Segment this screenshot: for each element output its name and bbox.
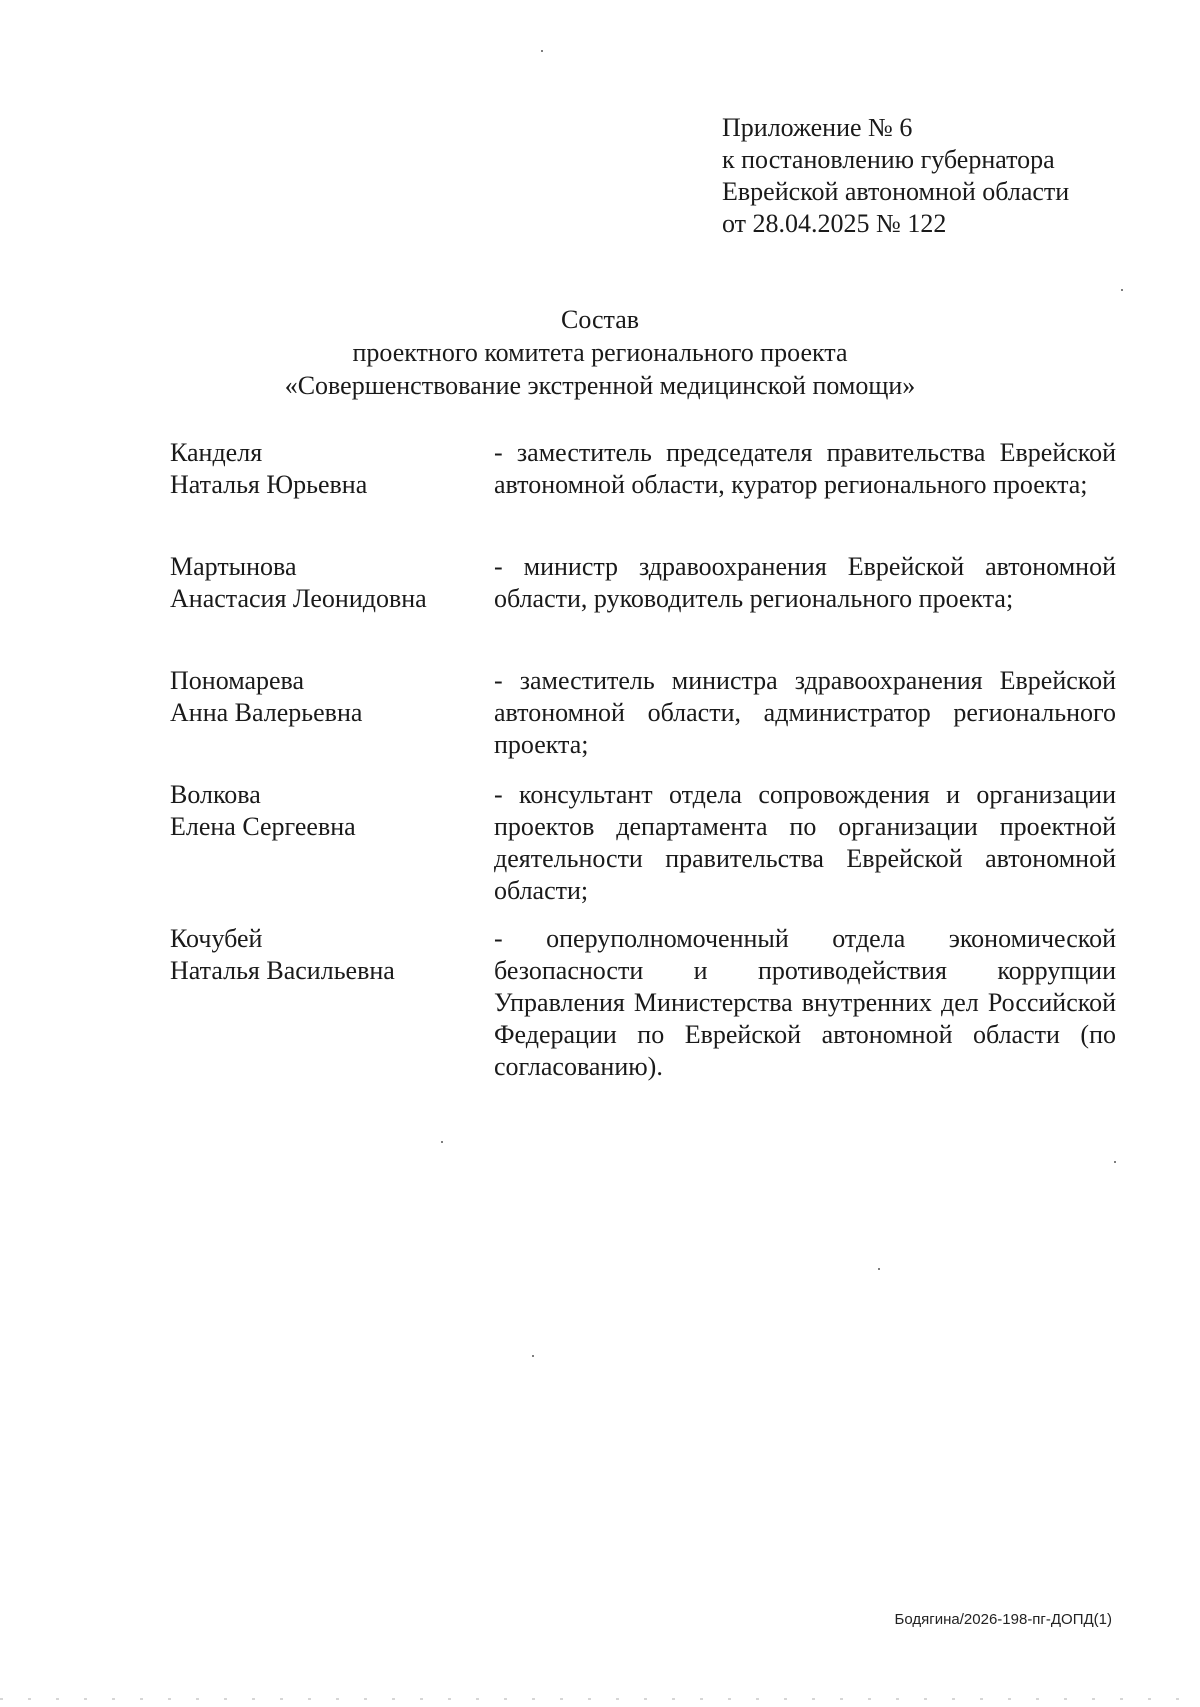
member-given-name: Наталья Юрьевна [170, 470, 368, 499]
member-surname: Мартынова [170, 552, 297, 581]
scan-edge-noise [0, 1698, 1200, 1700]
member-given-name: Анна Валерьевна [170, 698, 363, 727]
member-name [170, 437, 470, 501]
appendix-date: от 28.04.2025 № 122 [722, 209, 947, 238]
appendix-number: Приложение № 6 [722, 113, 913, 142]
member-role: - заместитель председателя правительства Еврейской автономной области, куратор регионального проекта; [494, 438, 1116, 499]
heading-title: Состав [560, 305, 640, 334]
member-role: - оперуполномоченный отдела экономической безопасности и противодействия коррупции Управления Министерства внутренних дел Российской Федерации по Еврейской автономной области (по согласованию). [494, 924, 1116, 1081]
member-role: - заместитель министра здравоохранения Еврейской автономной области, администратор регионального проекта; [494, 666, 1116, 759]
member-given-name: Елена Сергеевна [170, 812, 356, 841]
scan-speck [878, 1268, 880, 1270]
member-name [170, 665, 470, 729]
scan-speck [1114, 1161, 1116, 1163]
appendix-region: Еврейской автономной области [722, 177, 1070, 206]
member-given-name: Анастасия Леонидовна [170, 584, 427, 613]
member-surname: Канделя [170, 438, 263, 467]
member-name [170, 923, 470, 987]
appendix-block [722, 112, 1069, 240]
member-surname: Волкова [170, 780, 261, 809]
heading-subtitle: проектного комитета регионального проекта [352, 338, 848, 367]
member-given-name: Наталья Васильевна [170, 956, 395, 985]
scan-speck [532, 1355, 534, 1357]
scan-speck [1121, 289, 1123, 291]
appendix-reference: к постановлению губернатора [722, 145, 1055, 174]
document-registration-code: Бодягина/2026-198-пг-ДОПД(1) [894, 1611, 1112, 1628]
scan-speck [541, 50, 543, 52]
member-role: - министр здравоохранения Еврейской автономной области, руководитель регионального проекта; [494, 552, 1116, 613]
document-heading [0, 303, 1200, 402]
member-name [170, 551, 470, 615]
member-name [170, 779, 470, 843]
heading-project-name: «Совершенствование экстренной медицинской помощи» [284, 371, 916, 400]
scan-speck [441, 1141, 443, 1143]
member-role: - консультант отдела сопровождения и организации проектов департамента по организации проектной деятельности правительства Еврейской автономной области; [494, 780, 1116, 905]
member-surname: Кочубей [170, 924, 263, 953]
member-surname: Пономарева [170, 666, 305, 695]
